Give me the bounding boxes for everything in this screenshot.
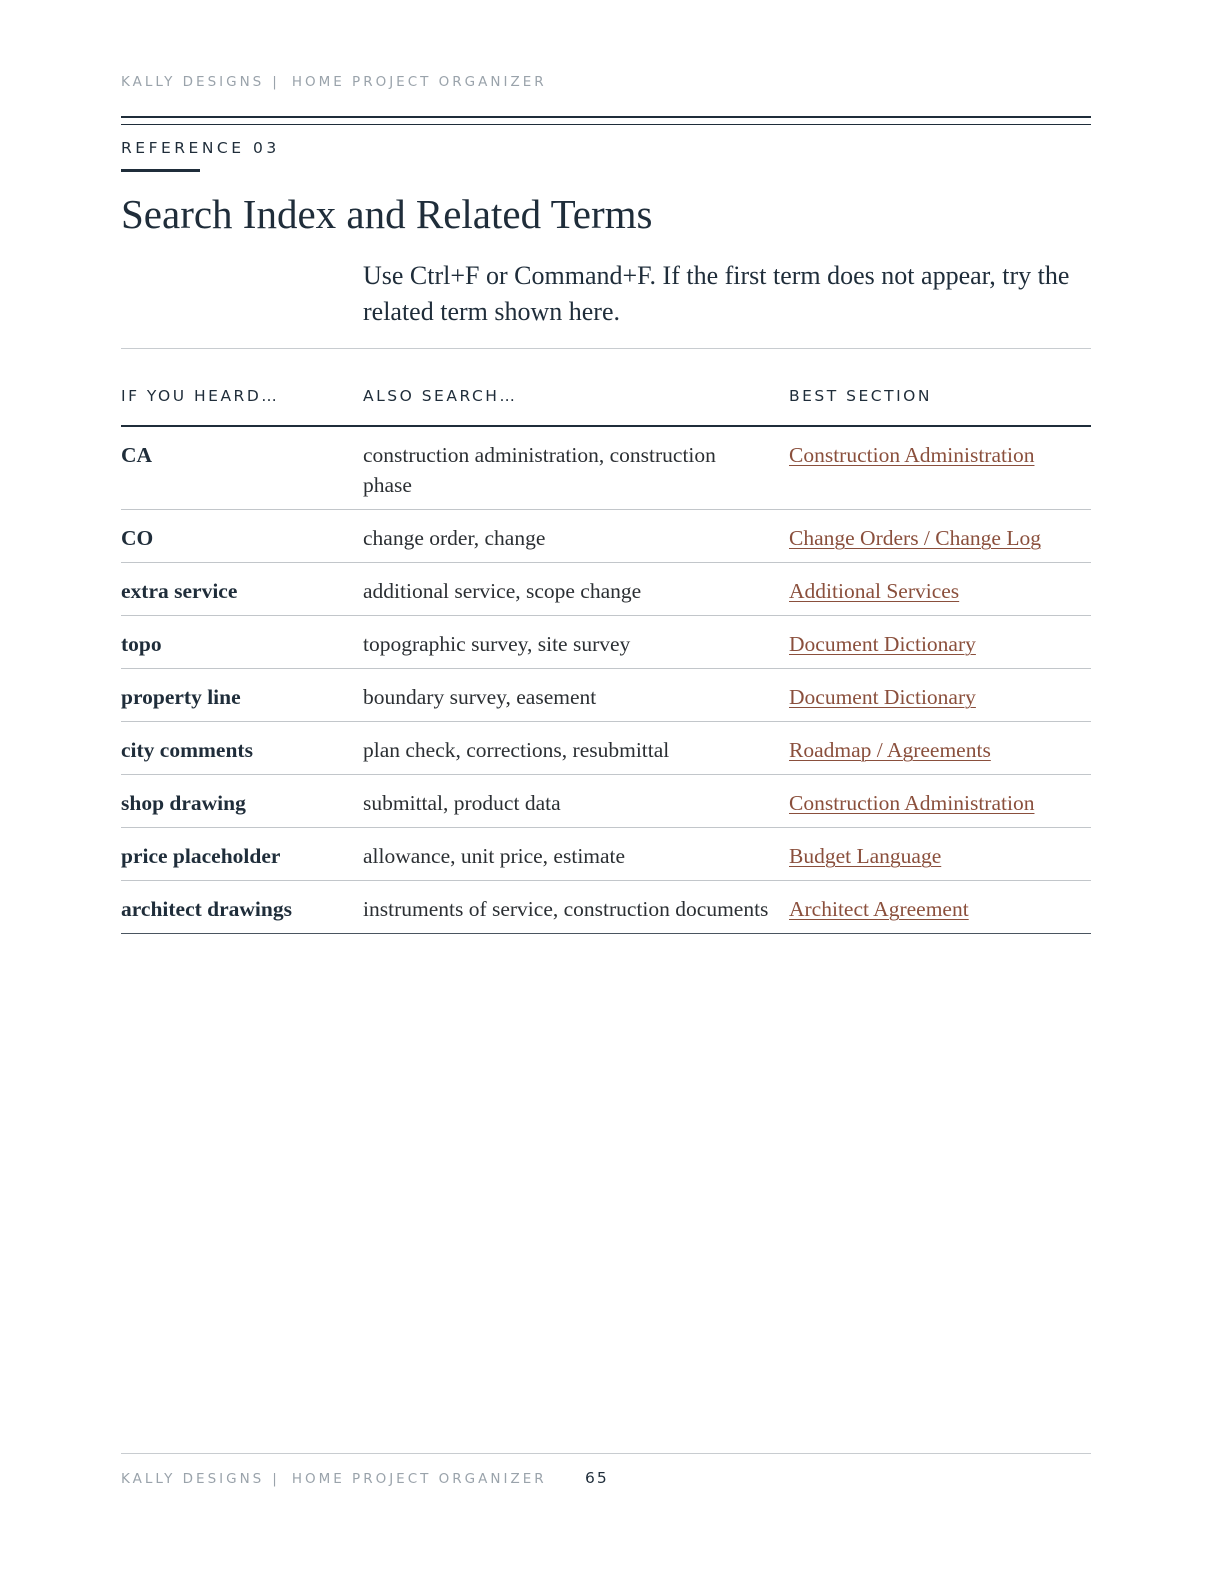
- table-header-row: [121, 387, 1091, 426]
- header-brand: KALLY DESIGNS: [121, 74, 265, 90]
- header-publication: HOME PROJECT ORGANIZER: [291, 74, 547, 90]
- section-divider: [121, 348, 1091, 349]
- table-row: [121, 563, 1091, 616]
- reference-underline: [121, 169, 200, 172]
- section-link[interactable]: Document Dictionary: [789, 632, 976, 656]
- search-index-table: [121, 387, 1091, 934]
- table-row: [121, 669, 1091, 722]
- column-header-also-search: ALSO SEARCH…: [363, 387, 789, 426]
- reference-label: REFERENCE 03: [121, 139, 280, 157]
- also-search-cell: additional service, scope change: [363, 563, 789, 616]
- running-footer: [121, 1471, 547, 1487]
- header-double-rule: [121, 116, 1091, 125]
- footer-rule: [121, 1453, 1091, 1454]
- table-row: [121, 775, 1091, 828]
- column-header-best-section: BEST SECTION: [789, 387, 1091, 426]
- table-row: [121, 828, 1091, 881]
- table-row: [121, 426, 1091, 510]
- table-row: [121, 616, 1091, 669]
- table-row: [121, 510, 1091, 563]
- footer-brand: KALLY DESIGNS: [121, 1471, 265, 1487]
- section-link[interactable]: Additional Services: [789, 579, 960, 603]
- footer-separator: |: [272, 1471, 280, 1487]
- term-cell: extra service: [121, 563, 363, 616]
- table-row: [121, 722, 1091, 775]
- page-title: Search Index and Related Terms: [121, 191, 653, 237]
- header-separator: |: [272, 74, 280, 90]
- section-link[interactable]: Document Dictionary: [789, 685, 976, 709]
- section-link[interactable]: Construction Administration: [789, 791, 1035, 815]
- term-cell: CO: [121, 510, 363, 563]
- also-search-cell: topographic survey, site survey: [363, 616, 789, 669]
- section-link[interactable]: Construction Administration: [789, 443, 1035, 467]
- intro-text: Use Ctrl+F or Command+F. If the first term does not appear, try the related term shown here.: [363, 261, 1070, 326]
- also-search-cell: construction administration, construction phase: [363, 426, 789, 510]
- section-link[interactable]: Change Orders / Change Log: [789, 526, 1041, 550]
- page-number: 65: [585, 1469, 609, 1487]
- term-cell: city comments: [121, 722, 363, 775]
- column-header-heard: IF YOU HEARD…: [121, 387, 363, 426]
- table-row: [121, 881, 1091, 934]
- footer-publication: HOME PROJECT ORGANIZER: [291, 1471, 547, 1487]
- section-link[interactable]: Roadmap / Agreements: [789, 738, 991, 762]
- section-link[interactable]: Budget Language: [789, 844, 942, 868]
- term-cell: shop drawing: [121, 775, 363, 828]
- also-search-cell: boundary survey, easement: [363, 669, 789, 722]
- document-page: [121, 0, 1091, 1584]
- also-search-cell: plan check, corrections, resubmittal: [363, 722, 789, 775]
- also-search-cell: submittal, product data: [363, 775, 789, 828]
- term-cell: topo: [121, 616, 363, 669]
- term-cell: price placeholder: [121, 828, 363, 881]
- term-cell: architect drawings: [121, 881, 363, 934]
- also-search-cell: change order, change: [363, 510, 789, 563]
- term-cell: property line: [121, 669, 363, 722]
- also-search-cell: allowance, unit price, estimate: [363, 828, 789, 881]
- also-search-cell: instruments of service, construction documents: [363, 881, 789, 934]
- term-cell: CA: [121, 426, 363, 510]
- running-header: [121, 74, 547, 90]
- section-link[interactable]: Architect Agreement: [789, 897, 969, 921]
